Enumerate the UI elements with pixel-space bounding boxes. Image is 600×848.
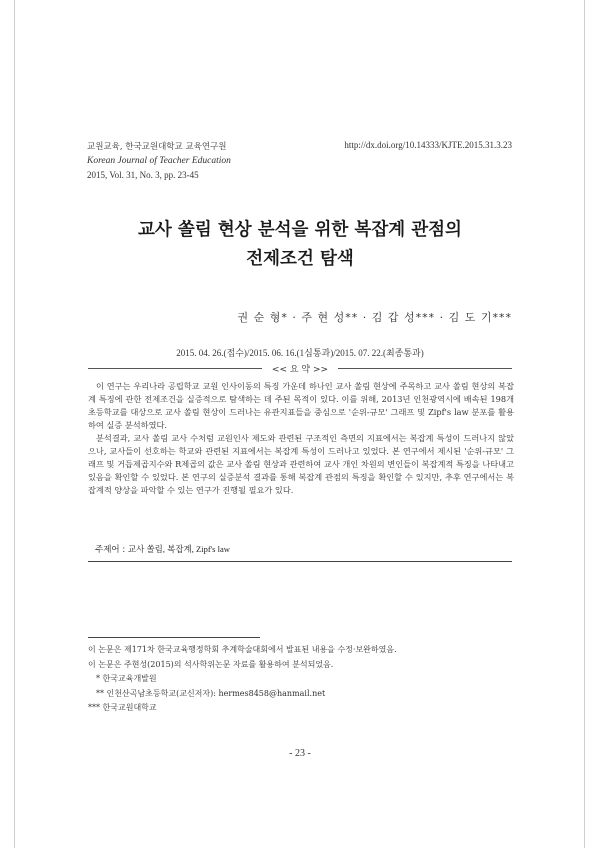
abstract-paragraph-1: 이 연구는 우리나라 공립학교 교원 인사이동의 특징 가운데 하나인 교사 쏠림 현상에 주목하고 교사 쏠림 현상의 복잡계 특징에 관한 전제조건을 실증적으로 탐색하는 데 주된 목적이 있다. 이를 위해, 2013년 인천광역시에 배속된 198개 초등학교를 대상으로 교사 쏠림 현상이 드러나는 유관지표들을 중심으로 '순위-규모' 그래프 및 Zipf's law 분포를 활용하여 실증 분석하였다.	[88, 381, 514, 430]
page-number: - 23 -	[289, 748, 311, 759]
keywords	[95, 543, 230, 555]
abstract-heading	[88, 362, 512, 374]
footnote-2: 이 논문은 주현성(2015)의 석사학위논문 자료를 활용하여 분석되었음.	[88, 659, 334, 669]
footnote-affiliation-2: ** 인천산곡남초등학교(교신저자): hermes8458@hanmail.net	[96, 688, 326, 698]
paper-title-line2: 전제조건 탐색	[246, 249, 354, 269]
abstract-rule-right	[338, 368, 512, 369]
journal-title-en: Korean Journal of Teacher Education	[87, 156, 231, 166]
abstract	[88, 380, 514, 497]
journal-info	[87, 140, 231, 182]
keywords-value: 교사 쏠림, 복잡계, Zipf's law	[127, 544, 230, 554]
abstract-paragraph-2: 분석결과, 교사 쏠림 교사 수처럼 교원인사 제도와 관련된 구조적인 측면의 지표에서는 복잡계 특성이 드러나지 않았으나, 교사들이 선호하는 학교와 관련된 지표에서는 복잡계 특성이 드러나고 있었다. 본 연구에서 제시된 '순위-규모' 그래프 및 거듭제곱지수와 R제곱의 값은 교사 쏠림 현상과 관련하여 교사 개인 차원의 변인들이 복잡계적 특징을 나타내고 있음을 확인할 수 있었다. 본 연구의 실증분석 결과를 통해 복잡계 관점의 특징을 확인할 수 있지만, 추후 연구에서는 복잡계적 양상을 파악할 수 있는 연구가 진행될 필요가 있다.	[88, 433, 514, 495]
abstract-heading-label: << 요 약 >>	[271, 365, 329, 375]
footnote-divider	[88, 637, 260, 638]
keywords-label: 주제어 :	[95, 545, 128, 555]
paper-title-line1: 교사 쏠림 현상 분석을 위한 복잡계 관점의	[138, 220, 462, 240]
keywords-divider	[88, 561, 512, 562]
footnotes	[88, 643, 397, 716]
author-list: 권 순 형* · 주 현 성** · 김 갑 성*** · 김 도 기***	[237, 311, 512, 324]
footnote-affiliation-3: *** 한국교원대학교	[88, 703, 157, 712]
doi-link[interactable]: http://dx.doi.org/10.14333/KJTE.2015.31.3.23	[344, 140, 512, 150]
submission-dates: 2015. 04. 26.(접수)/2015. 06. 16.(1심통과)/2015. 07. 22.(최종통과)	[176, 348, 424, 358]
footnote-1: 이 논문은 제171차 한국교육행정학회 추계학술대회에서 발표된 내용을 수정·보완하였음.	[88, 645, 397, 654]
footnote-affiliation-1: * 한국교육개발원	[96, 674, 157, 683]
publisher: 교원교육, 한국교원대학교 교육연구원	[87, 142, 227, 152]
volume-info: 2015, Vol. 31, No. 3, pp. 23-45	[87, 170, 199, 180]
